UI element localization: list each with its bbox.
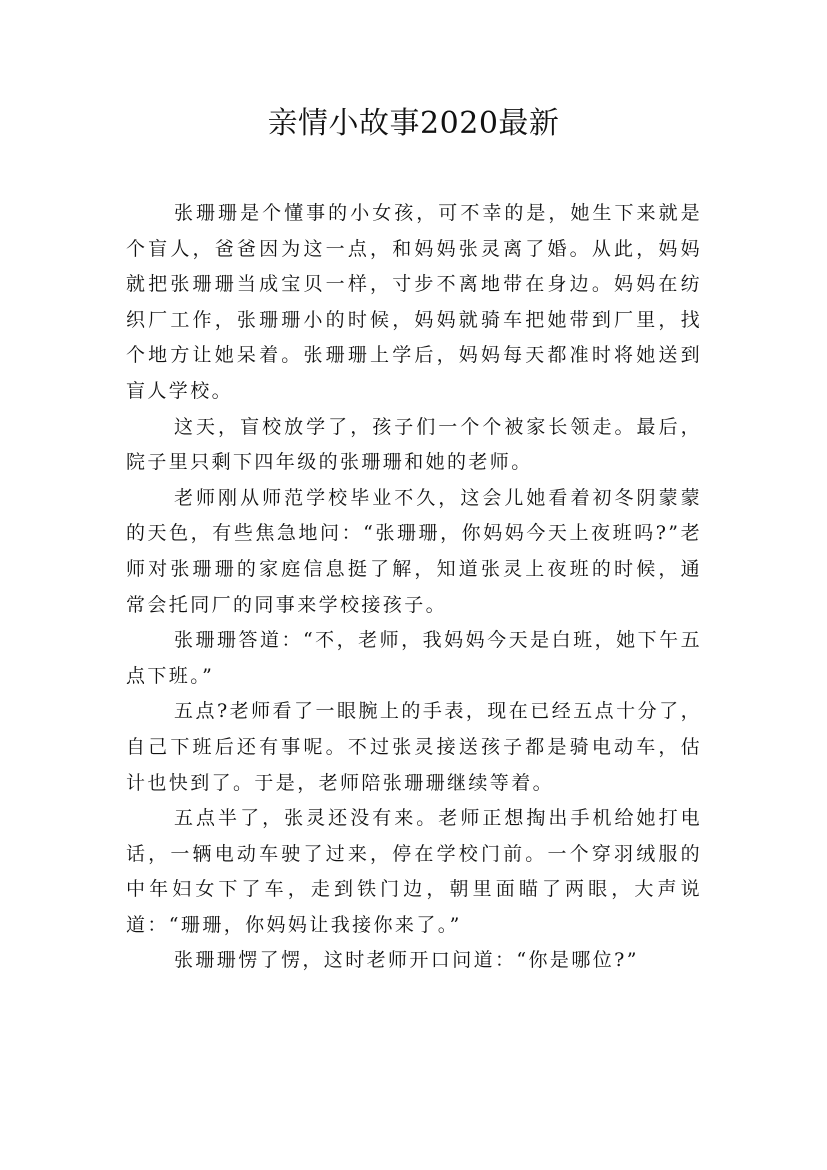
- paragraph-5: 五点?老师看了一眼腕上的手表，现在已经五点十分了，自己下班后还有事呢。不过张灵接送孩子都是骑电动车，估计也快到了。于是，老师陪张珊珊继续等着。: [126, 700, 702, 794]
- paragraph-6: 五点半了，张灵还没有来。老师正想掏出手机给她打电话，一辆电动车驶了过来，停在学校门前。一个穿羽绒服的中年妇女下了车，走到铁门边，朝里面瞄了两眼，大声说道：“珊珊，你妈妈让我接你来了。”: [126, 807, 702, 936]
- paragraph-4: 张珊珊答道：“不，老师，我妈妈今天是白班，她下午五点下班。”: [126, 629, 702, 687]
- paragraph-1: 张珊珊是个懂事的小女孩，可不幸的是，她生下来就是个盲人，爸爸因为这一点，和妈妈张灵离了婚。从此，妈妈就把张珊珊当成宝贝一样，寸步不离地带在身边。妈妈在纺织厂工作，张珊珊小的时候，妈妈就骑车把她带到厂里，找个地方让她呆着。张珊珊上学后，妈妈每天都准时将她送到盲人学校。: [126, 202, 702, 402]
- story-body: [126, 196, 702, 979]
- paragraph-3: 老师刚从师范学校毕业不久，这会儿她看着初冬阴蒙蒙的天色，有些焦急地问：“张珊珊，你妈妈今天上夜班吗?”老师对张珊珊的家庭信息挺了解，知道张灵上夜班的时候，通常会托同厂的同事来学校接孩子。: [126, 486, 702, 616]
- page-title: 亲情小故事2020最新: [267, 106, 560, 141]
- paragraph-2: 这天，盲校放学了，孩子们一个个被家长领走。最后，院子里只剩下四年级的张珊珊和她的老师。: [126, 415, 702, 474]
- paragraph-7: 张珊珊愣了愣，这时老师开口问道：“你是哪位?”: [174, 949, 639, 972]
